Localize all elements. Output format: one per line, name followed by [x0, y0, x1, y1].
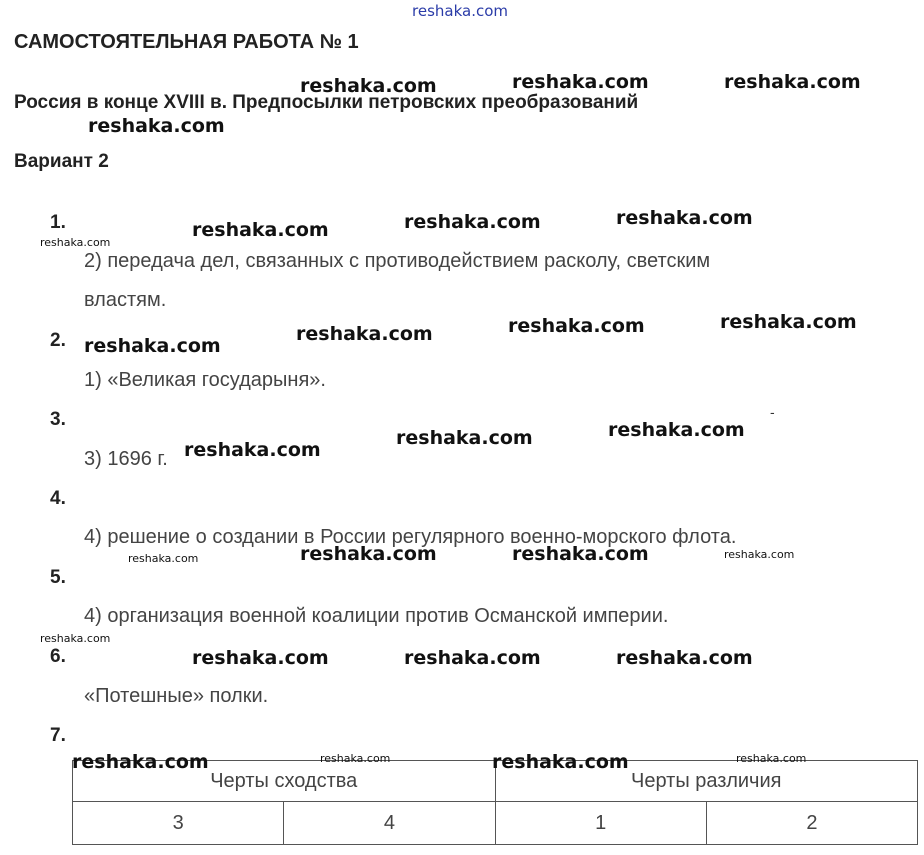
watermark: reshaka.com	[300, 543, 437, 565]
table-cell: 1	[495, 802, 706, 845]
watermark: reshaka.com	[296, 323, 433, 345]
stray-dash: -	[770, 404, 775, 420]
differences-header: Черты различия	[495, 761, 918, 802]
table-cell: 2	[706, 802, 917, 845]
table-row	[73, 802, 918, 845]
watermark: reshaka.com	[192, 647, 329, 669]
table-cell: 3	[73, 802, 284, 845]
similarities-header: Черты сходства	[73, 761, 496, 802]
watermark: reshaka.com	[404, 647, 541, 669]
question-number-5: 5.	[50, 567, 66, 588]
watermark: reshaka.com	[508, 315, 645, 337]
watermark: reshaka.com	[616, 207, 753, 229]
watermark-top: reshaka.com	[412, 2, 508, 20]
watermark: reshaka.com	[396, 427, 533, 449]
variant-heading: Вариант 2	[14, 151, 109, 172]
watermark: reshaka.com	[512, 71, 649, 93]
table-cell: 4	[284, 802, 495, 845]
answer-2: 1) «Великая государыня».	[84, 369, 326, 391]
watermark-small: reshaka.com	[128, 552, 199, 565]
watermark: reshaka.com	[300, 75, 437, 97]
answer-5: 4) организация военной коалиции против Османской империи.	[84, 605, 669, 627]
watermark: reshaka.com	[88, 115, 225, 137]
watermark: reshaka.com	[84, 335, 221, 357]
question-number-2: 2.	[50, 330, 66, 351]
watermark: reshaka.com	[404, 211, 541, 233]
watermark: reshaka.com	[72, 751, 209, 773]
page-title: САМОСТОЯТЕЛЬНАЯ РАБОТА № 1	[14, 31, 359, 53]
watermark-small: reshaka.com	[40, 236, 111, 249]
question-number-4: 4.	[50, 488, 66, 509]
answer-6: «Потешные» полки.	[84, 685, 269, 707]
watermark: reshaka.com	[192, 219, 329, 241]
watermark-small: reshaka.com	[724, 548, 795, 561]
question-number-1: 1.	[50, 212, 66, 233]
watermark: reshaka.com	[184, 439, 321, 461]
answer-3: 3) 1696 г.	[84, 448, 168, 470]
question-number-7: 7.	[50, 725, 66, 746]
watermark: reshaka.com	[724, 71, 861, 93]
topic-heading: Россия в конце XVIII в. Предпосылки петровских преобразований	[14, 92, 639, 113]
watermark: reshaka.com	[616, 647, 753, 669]
question-number-3: 3.	[50, 409, 66, 430]
answer-1-line-1: 2) передача дел, связанных с противодействием расколу, светским	[84, 250, 711, 272]
watermark-small: reshaka.com	[320, 752, 391, 765]
watermark-small: reshaka.com	[736, 752, 807, 765]
question-number-6: 6.	[50, 646, 66, 667]
watermark: reshaka.com	[492, 751, 629, 773]
watermark: reshaka.com	[608, 419, 745, 441]
watermark: reshaka.com	[512, 543, 649, 565]
watermark-small: reshaka.com	[40, 632, 111, 645]
answer-4: 4) решение о создании в России регулярного военно-морского флота.	[84, 526, 737, 548]
answer-1-line-2: властям.	[84, 289, 167, 311]
watermark: reshaka.com	[720, 311, 857, 333]
